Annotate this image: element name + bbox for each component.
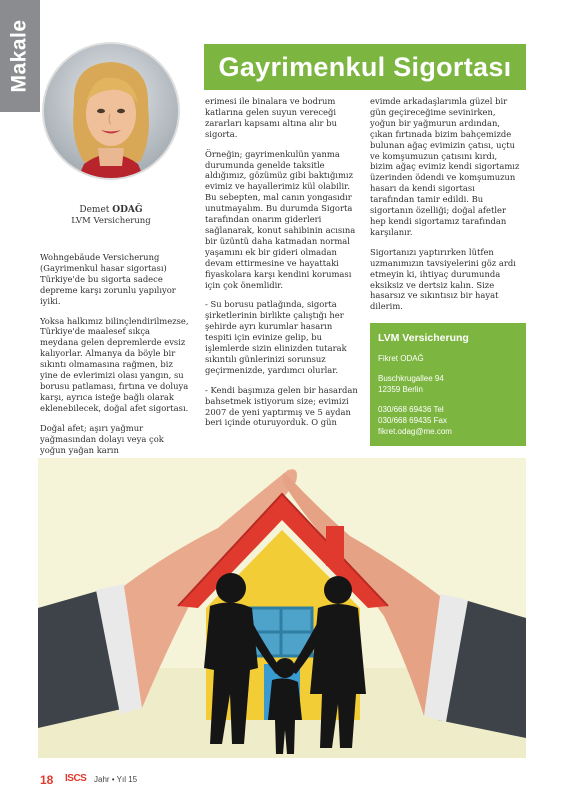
contact-name: Fikret ODAĞ — [378, 354, 424, 363]
author-role: LVM Versicherung — [71, 216, 151, 226]
author-name — [44, 205, 178, 215]
contact-box — [370, 323, 526, 446]
text-column-1 — [40, 252, 190, 464]
contact-tel: 030/668 69436 Tel — [378, 405, 444, 414]
section-label: Makale — [8, 19, 32, 93]
portrait-image — [44, 44, 178, 178]
paragraph: - Su borusu patlağında, sigorta şirketlerinin birlikte çalıştığı her şehirde ayrı kurumlar hasarın tespiti için evinize gelip, bu işlemlerde sizin elinizden tutarak sıkıntılı günlerinizi sorunsuz geçirmenizde, yardımcı olurlar. — [205, 299, 347, 375]
author-portrait — [44, 44, 178, 178]
paragraph: - Kendi başımıza gelen bir hasardan bahsetmek istiyorum size; evimizi 2007 de yeni yaptırmış ve 5 aydan beri içinde oturuyorduk. O gün — [205, 384, 358, 428]
section-tab — [0, 0, 40, 112]
illustration-image — [38, 458, 526, 758]
text-column-2 — [205, 96, 358, 437]
contact-fax: 030/668 69435 Fax — [378, 416, 447, 425]
issue-label: Jahr • Yıl 15 — [94, 775, 138, 784]
paragraph: Yoksa halkımız bilinçlendirilmezse, Türkiye'de maalesef sıkça meydana gelen depremlerde evsiz kalıyorlar. Almanya da böyle bir sıkıntı olmamasına rağmen, biz yine de evlerimizi olası yangın, su borusu patlaması, fırtına ve doluya karşı, ayrıca isteğe bağlı olarak eklenebilecek, doğal afet sigortası. — [40, 315, 189, 413]
article-title: Gayrimenkul Sigortası — [218, 51, 512, 82]
paragraph: evimde arkadaşlarımla güzel bir gün geçireceğime sevinirken, yoğun bir yağmurun ardından, çıkan fırtınada bizim bahçemizde bulunan ağaç evimizin çatısı, uçtu ve komşumuzun çatısını kırdı, bizim ağaç evimiz kendi sigortamız üzerinden ödendi ve komşumuzun hasarı da kendi sigortası tarafından tamir edildi. Bu sigortanın özelliği; doğal afetler hep kendi sigortamız tarafından karşılanır. — [370, 96, 520, 237]
paragraph: Örneğin; gayrimenkulün yanma durumunda genelde taksitle aldığımız, gözümüz gibi baktığımız evimiz ve hayallerimiz kül olabilir. Bu sebepten, mal canın yongasıdır unutmayalım. Bu durumda Sigorta tarafından onarım giderleri sağlanarak, konut sahibinin acısına bir üzüntü daha katmadan normal yaşamını ek bir gideri olmadan devam ettirmesine ve hayattaki fiyaskolara karşı kendini koruması için çok önemlidir. — [205, 148, 356, 290]
paragraph: erimesi ile binalara ve bodrum katlarına gelen suyun vereceği zararları kapsamı altına alır bu sigorta. — [205, 96, 337, 139]
title-banner — [204, 44, 526, 90]
author-last-name: ODAĞ — [112, 205, 143, 215]
paragraph: Doğal afet; aşırı yağmur yağmasından dolayı veya çok yoğun yağan karın — [40, 422, 164, 455]
contact-email: fikret.odag@me.com — [378, 427, 452, 436]
author-first-name: Demet — [79, 205, 110, 215]
contact-street: Buschkrugallee 94 — [378, 374, 444, 383]
text-column-3 — [370, 96, 520, 321]
contact-city: 12359 Berlin — [378, 385, 423, 394]
paragraph: Wohngebäude Versicherung (Gayrimenkul hasar sigortası) Türkiye'de bu sigorta sadece depreme karşı zorunlu yapılıyor iyiki. — [40, 252, 176, 306]
contact-company: LVM Versicherung — [378, 332, 469, 344]
paragraph: Sigortanızı yaptırırken lütfen uzmanımızın tavsiyelerini göz ardı etmeyin ki, ihtiyaç durumunda eksiksiz ve dertsiz kalın. Size hasarsız ve sıkıntısız bir hayat dilerim. — [370, 246, 516, 312]
page-number: 18 — [40, 773, 54, 787]
magazine-logo: ISCS — [65, 773, 87, 784]
house-hands-illustration — [38, 458, 526, 758]
